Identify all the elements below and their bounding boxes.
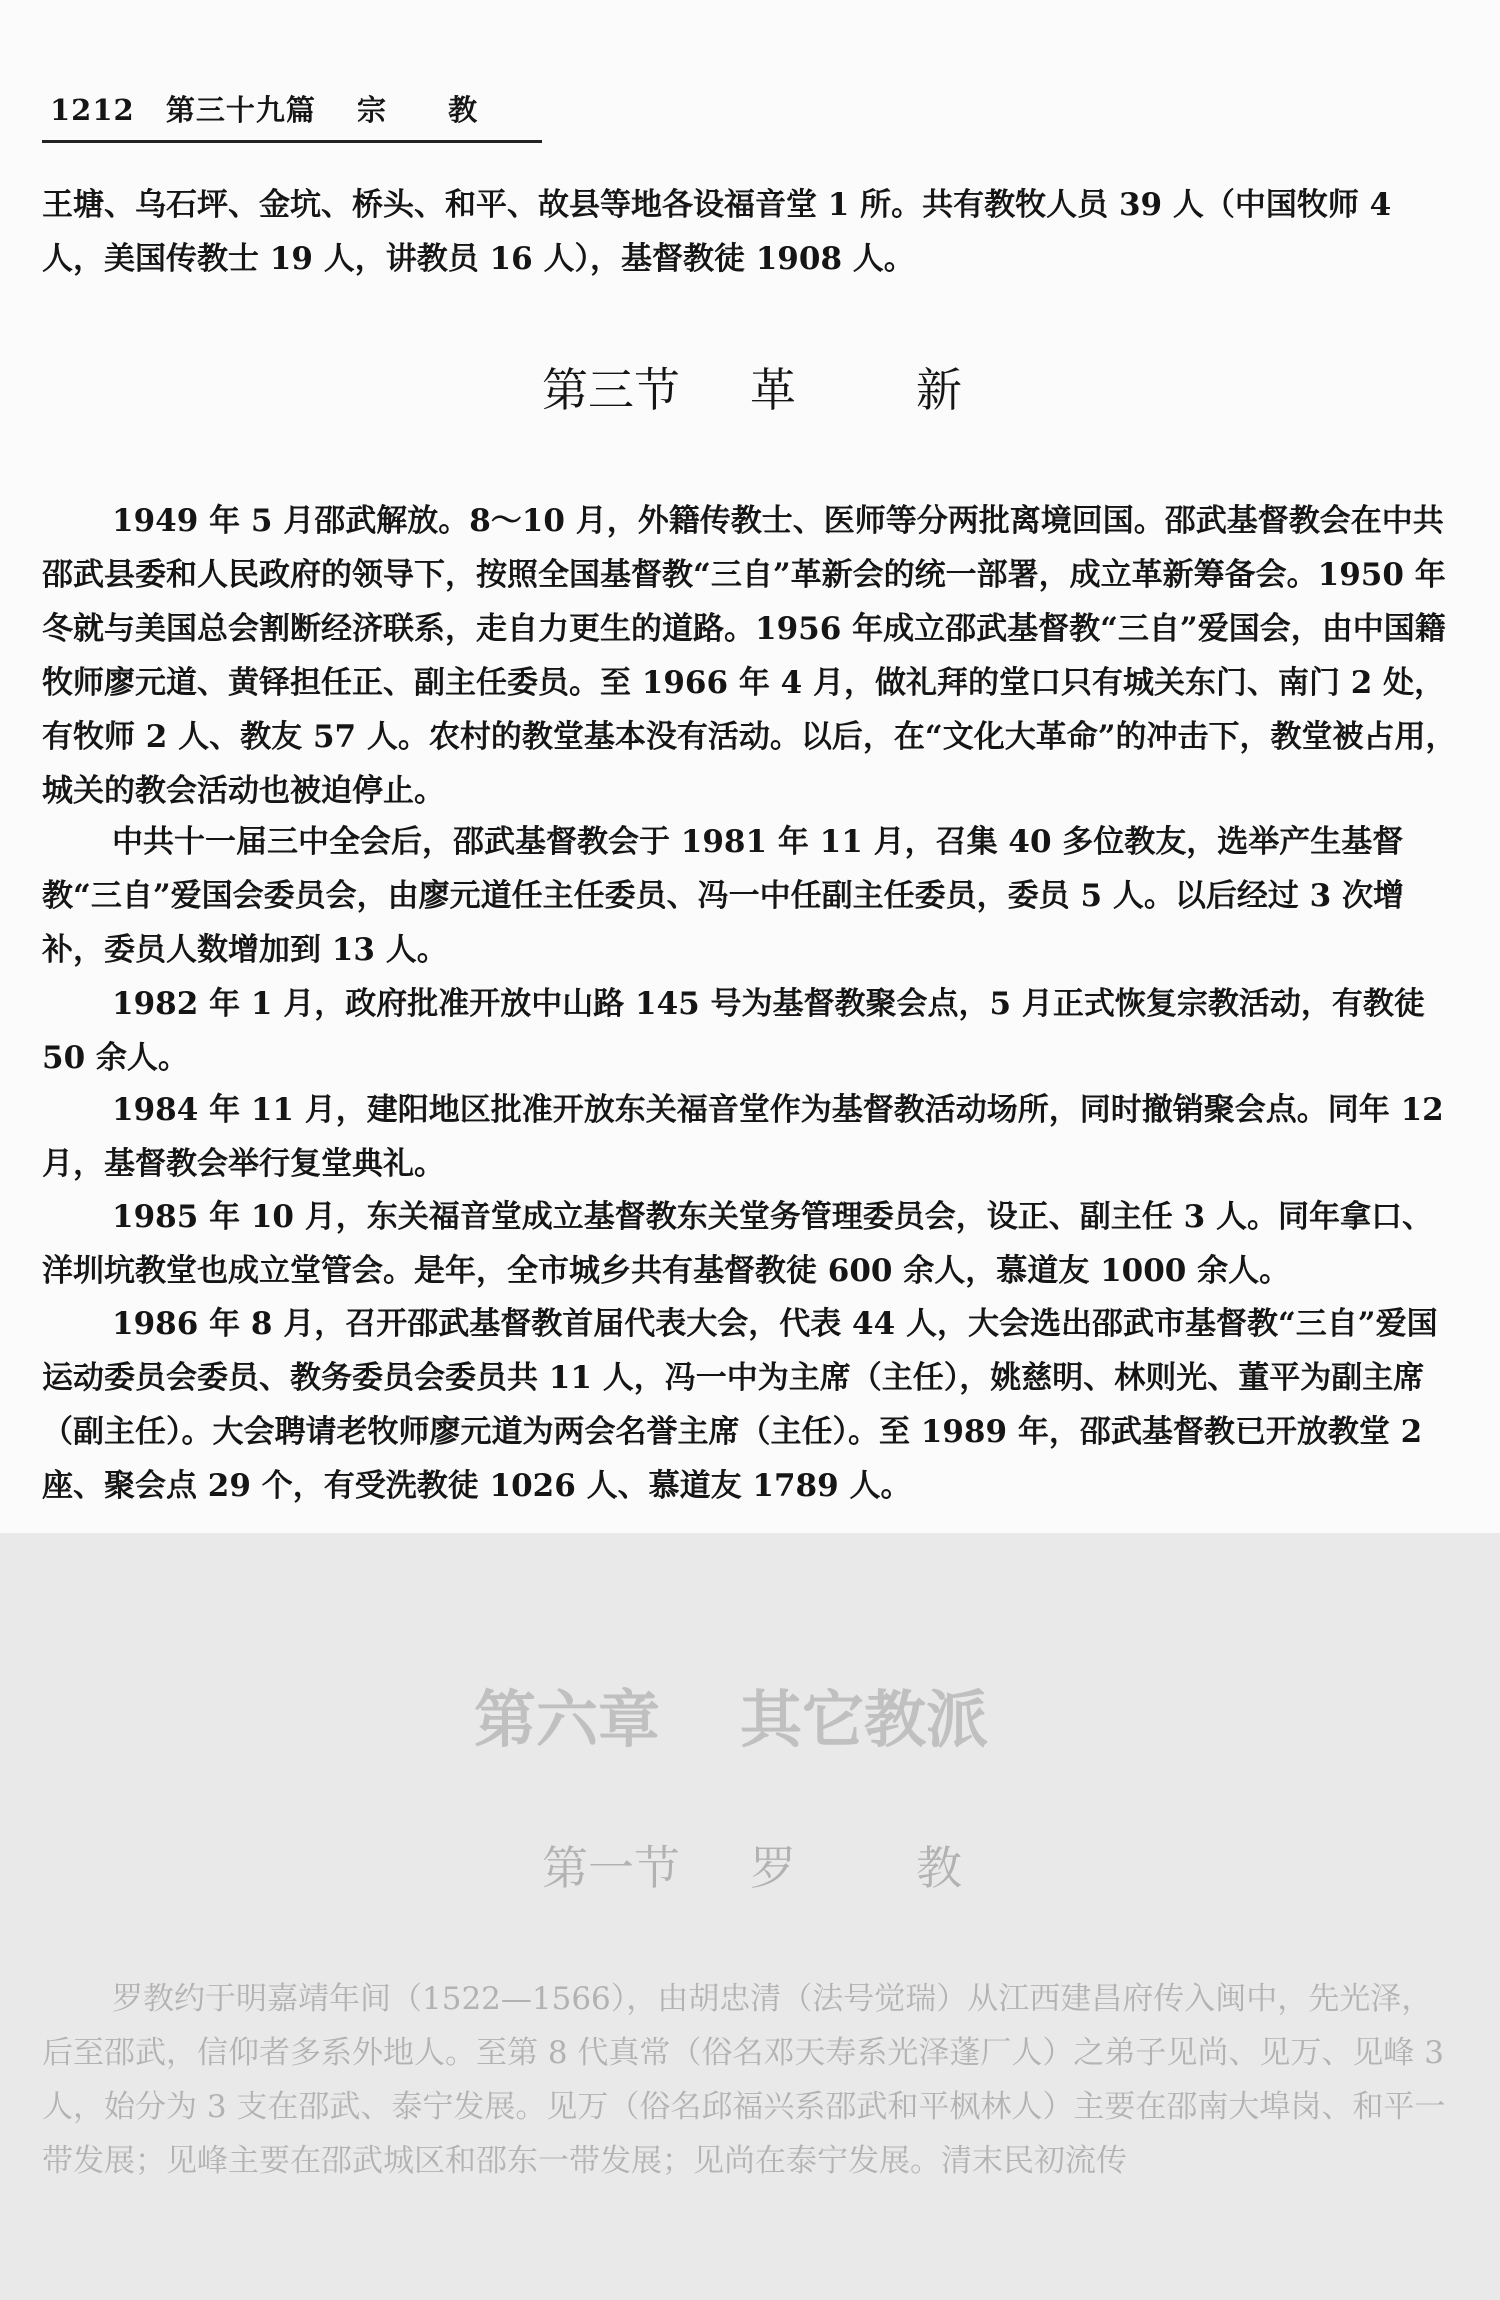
chapter-title-suffix: 其它教派 bbox=[740, 1683, 989, 1756]
section-title-char-2: 教 bbox=[916, 1841, 962, 1895]
part-title: 第三十九篇 bbox=[165, 93, 316, 127]
section-title-prefix: 第三节 bbox=[542, 363, 680, 417]
running-head bbox=[50, 88, 478, 129]
category-char-1: 宗 bbox=[356, 93, 387, 127]
body-paragraph: 1984 年 11 月，建阳地区批准开放东关福音堂作为基督教活动场所，同时撤销聚会点。同年 12 月，基督教会举行复堂典礼。 bbox=[42, 1092, 1444, 1182]
section-title-char-1: 革 bbox=[750, 363, 796, 417]
category-char-2: 教 bbox=[448, 93, 479, 127]
section-title-char-1: 罗 bbox=[750, 1841, 796, 1895]
header-rule bbox=[42, 140, 542, 143]
chapter-title-prefix: 第六章 bbox=[474, 1683, 661, 1756]
body-paragraph: 罗教约于明嘉靖年间（1522—1566），由胡忠清（法号觉瑞）从江西建昌府传入闽中，先光泽，后至邵武，信仰者多系外地人。至第 8 代真常（俗名邓天寿系光泽蓬厂人）之弟子见尚、见万、见峰 3 人，始分为 3 支在邵武、泰宁发展。见万（俗名邱福兴系邵武和平枫林人）主要在邵南大埠岗、和平一带发展；见峰主要在邵武城区和邵东一带发展；见尚在泰宁发展。清末民初流传 bbox=[42, 1981, 1446, 2179]
body-paragraph: 1986 年 8 月，召开邵武基督教首届代表大会，代表 44 人，大会选出邵武市基督教“三自”爱国运动委员会委员、教务委员会委员共 11 人，冯一中为主席（主任），姚慈明、林则光、董平为副主席（副主任）。大会聘请老牧师廖元道为两会名誉主席（主任）。至 1989 年，邵武基督教已开放教堂 2 座、聚会点 29 个，有受洗教徒 1026 人、慕道友 1789 人。 bbox=[42, 1306, 1438, 1504]
page-number: 1212 bbox=[50, 93, 135, 127]
section-title-prefix: 第一节 bbox=[542, 1841, 680, 1895]
body-paragraph: 1985 年 10 月，东关福音堂成立基督教东关堂务管理委员会，设正、副主任 3 人。同年拿口、洋圳坑教堂也成立堂管会。是年，全市城乡共有基督教徒 600 余人，慕道友 1000 余人。 bbox=[42, 1199, 1433, 1289]
body-paragraph: 中共十一届三中全会后，邵武基督教会于 1981 年 11 月，召集 40 多位教友，选举产生基督教“三自”爱国会委员会，由廖元道任主任委员、冯一中任副主任委员，委员 5 人。以后经过 3 次增补，委员人数增加到 13 人。 bbox=[42, 824, 1404, 968]
section-title-luo-sect bbox=[542, 1832, 962, 1898]
section-title-reform bbox=[542, 354, 962, 420]
body-paragraph: 1982 年 1 月，政府批准开放中山路 145 号为基督教聚会点，5 月正式恢复宗教活动，有教徒 50 余人。 bbox=[42, 986, 1425, 1076]
intro-paragraph: 王塘、乌石坪、金坑、桥头、和平、故县等地各设福音堂 1 所。共有教牧人员 39 人（中国牧师 4 人，美国传教士 19 人，讲教员 16 人），基督教徒 1908 人。 bbox=[42, 187, 1392, 277]
body-paragraph: 1949 年 5 月邵武解放。8～10 月，外籍传教士、医师等分两批离境回国。邵武基督教会在中共邵武县委和人民政府的领导下，按照全国基督教“三自”革新会的统一部署，成立革新筹备会。1950 年冬就与美国总会割断经济联系，走自力更生的道路。1956 年成立邵武基督教“三自”爱国会，由中国籍牧师廖元道、黄铎担任正、副主任委员。至 1966 年 4 月，做礼拜的堂口只有城关东门、南门 2 处，有牧师 2 人、教友 57 人。农村的教堂基本没有活动。以后，在“文化大革命”的冲击下，教堂被占用，城关的教会活动也被迫停止。 bbox=[42, 503, 1457, 809]
section-title-char-2: 新 bbox=[916, 363, 962, 417]
chapter-title-other-sects bbox=[474, 1670, 988, 1759]
